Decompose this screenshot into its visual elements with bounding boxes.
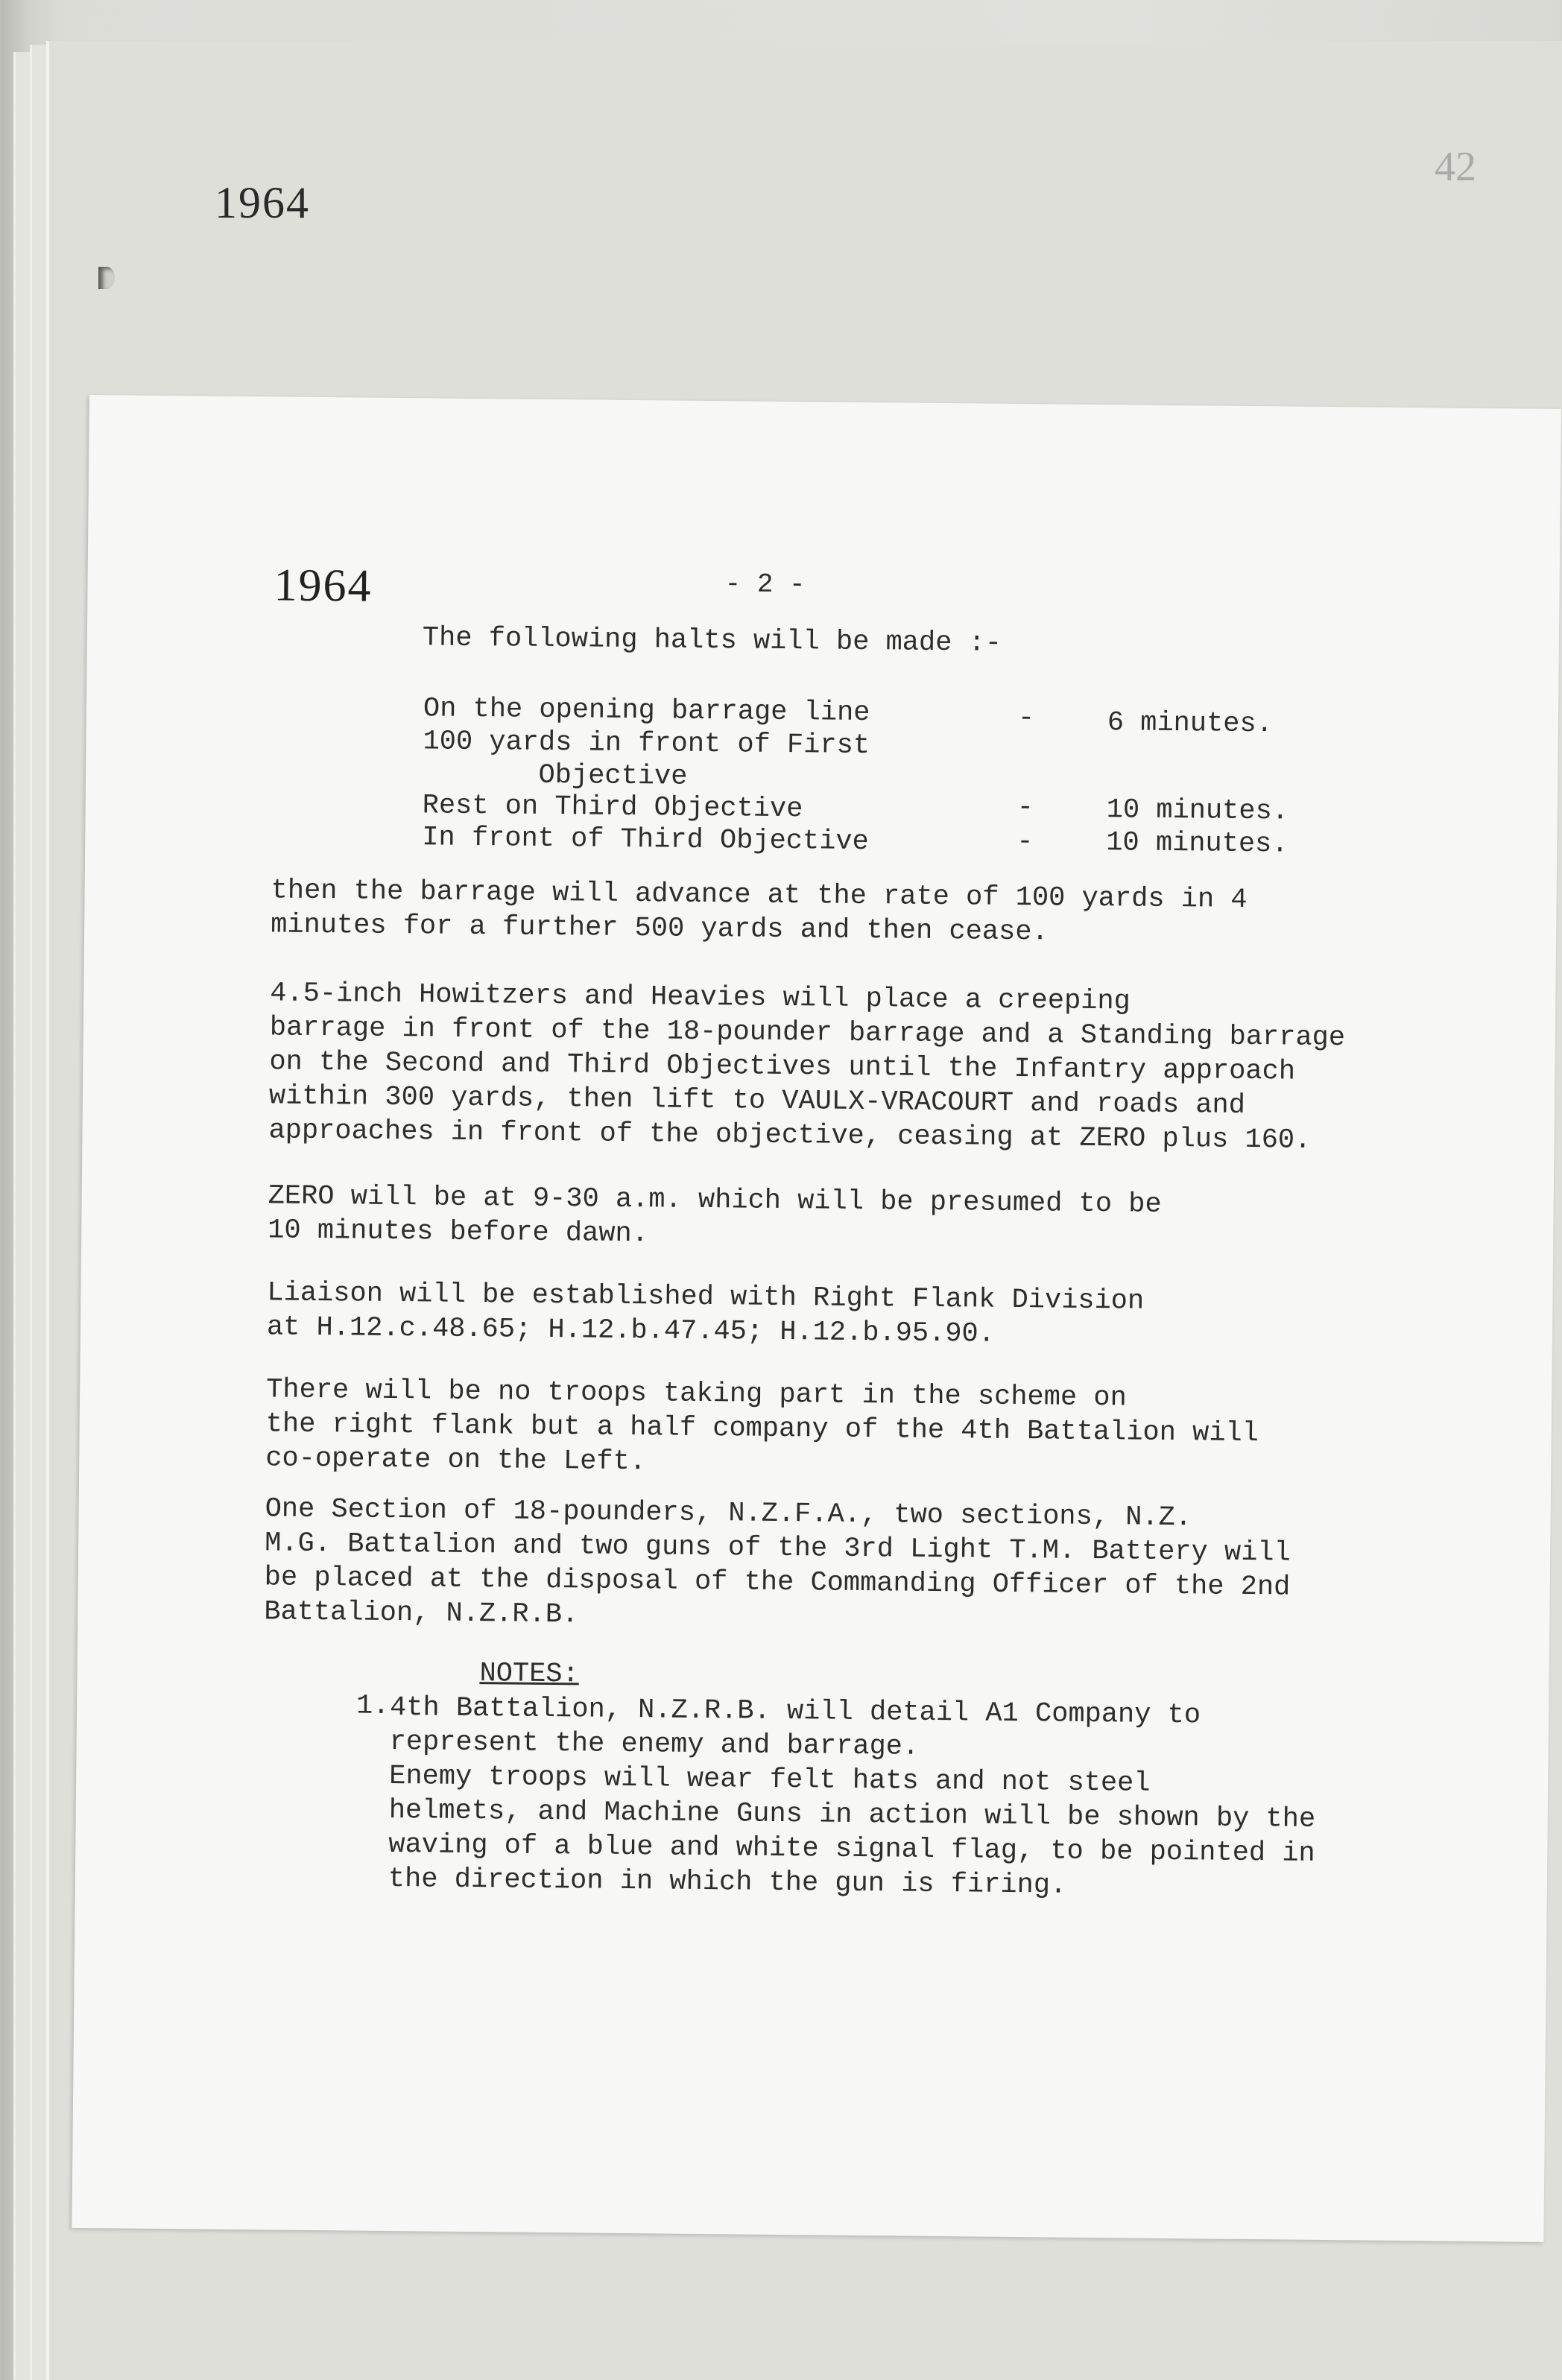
backing-sheet-number: 1964 — [215, 178, 310, 227]
halt-label: Rest on Third Objective — [422, 790, 803, 826]
paragraph-howitzers: 4.5-inch Howitzers and Heavies will place a creeping barrage in front of the 18-pounder barrage and a Standing barrage on the Second and Third Objectives until the Infantry approach within 300 yards, then lift to VAULX-VRACOURT and roads and approaches in front of the objective, ceasing at ZERO plus 160. — [268, 978, 1346, 1156]
halt-duration: 10 minutes. — [1106, 794, 1289, 828]
halt-label: 100 yards in front of First — [423, 726, 870, 762]
halt-dash: - — [1016, 826, 1034, 858]
halt-dash: - — [1016, 791, 1034, 824]
halt-label: Objective — [422, 759, 688, 793]
halt-label: In front of Third Objective — [422, 822, 869, 858]
halts-intro: The following halts will be made :- — [422, 622, 1002, 659]
page-marker: - 2 - — [724, 569, 806, 601]
halt-duration: 10 minutes. — [1106, 827, 1289, 861]
typed-document-page — [72, 395, 1561, 2242]
paragraph-zero-time: ZERO will be at 9-30 a.m. which will be presumed to be 10 minutes before dawn. — [268, 1180, 1162, 1250]
folio-number: 42 — [1435, 144, 1476, 190]
halt-dash: - — [1017, 702, 1035, 735]
paragraph-barrage-advance: then the barrage will advance at the rate of 100 yards in 4 minutes for a further 500 yards and then cease. — [270, 875, 1248, 949]
halt-label: On the opening barrage line — [423, 693, 870, 729]
paragraph-attached-units: One Section of 18-pounders, N.Z.F.A., two sections, N.Z. M.G. Battalion and two guns of the 3rd Light T.M. Battery will be placed at the disposal of the Commanding Officer of the 2nd Battalion, N.Z.R.B. — [264, 1493, 1291, 1631]
note-number: 1. — [355, 1690, 390, 1722]
paragraph-flank-troops: There will be no troops taking part in the scheme on the right flank but a half company of the 4th Battalion will co-operate on the Left. — [265, 1374, 1259, 1478]
notes-heading: NOTES: — [479, 1658, 579, 1691]
punch-hole — [98, 267, 115, 289]
note-text: 4th Battalion, N.Z.R.B. will detail A1 Company to represent the enemy and barrage. Enemy troops will wear felt hats and not steel helmets, and Machine Guns in action will be shown by the waving of a blue and white signal flag, to be pointed in the direction in which the gun is firing. — [388, 1691, 1316, 1902]
halt-duration: 6 minutes. — [1107, 707, 1274, 741]
paragraph-liaison: Liaison will be established with Right Flank Division at H.12.c.48.65; H.12.b.47.45; H.12.b.95.90. — [266, 1277, 1145, 1350]
page-number: 1964 — [273, 560, 373, 612]
